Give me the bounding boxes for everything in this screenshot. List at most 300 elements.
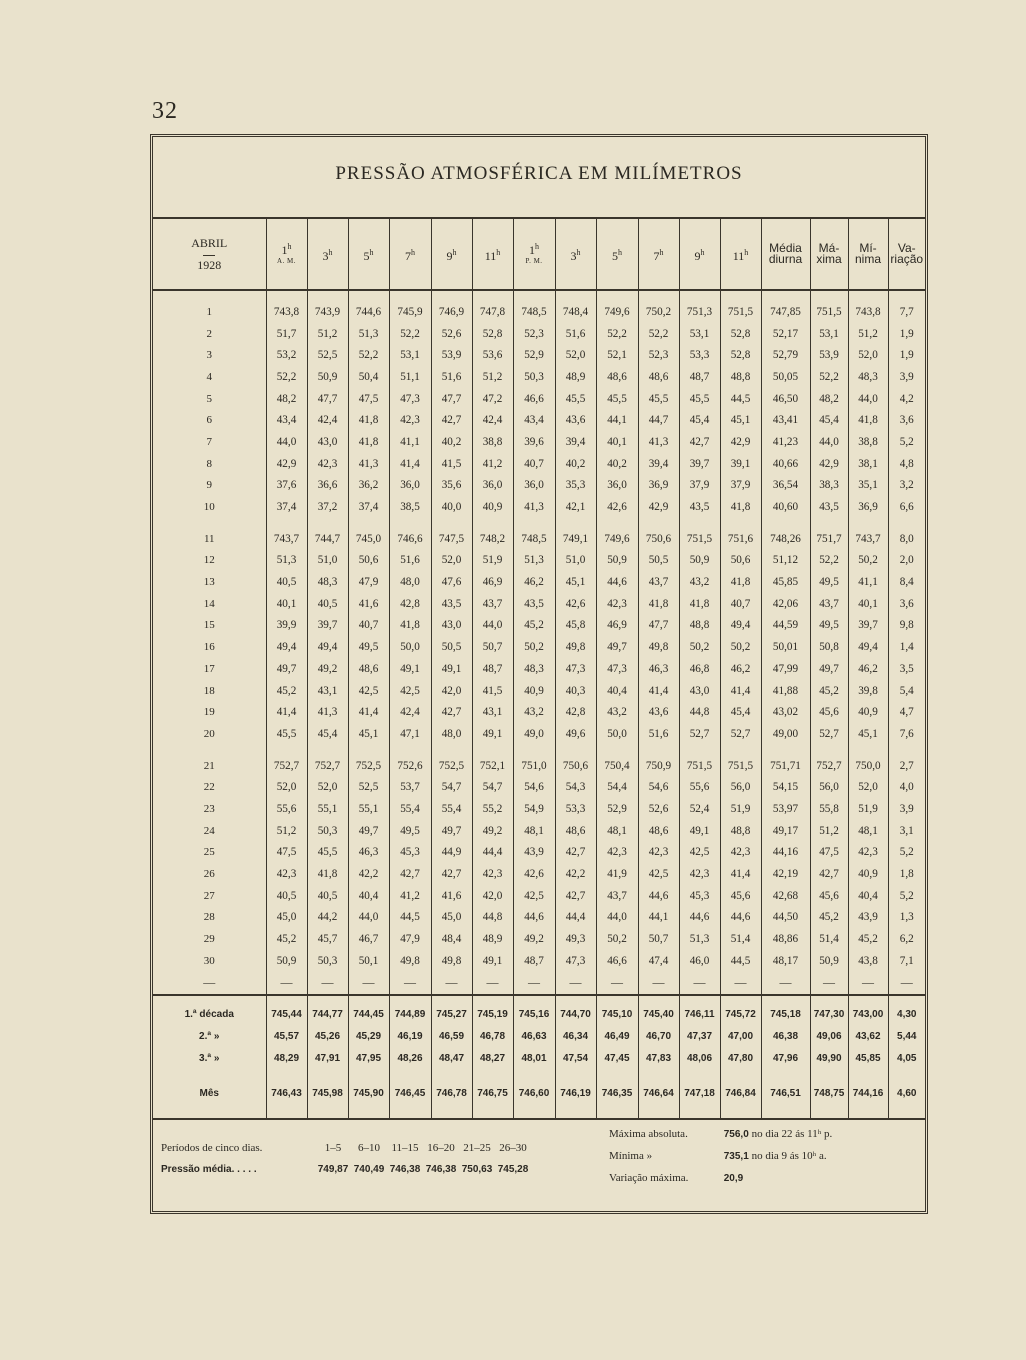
value-cell: 49,2 bbox=[307, 658, 348, 680]
value-cell: 51,6 bbox=[638, 723, 679, 745]
value-cell: 3,9 bbox=[888, 798, 925, 820]
decade-value: 48,47 bbox=[431, 1048, 472, 1070]
value-cell: 37,4 bbox=[266, 496, 307, 518]
value-cell: 746,9 bbox=[431, 290, 472, 323]
spacer-row bbox=[153, 745, 925, 755]
value-cell: 49,8 bbox=[555, 636, 596, 658]
value-cell: 745,9 bbox=[389, 290, 431, 323]
value-cell: 52,0 bbox=[848, 776, 888, 798]
value-cell: 42,4 bbox=[472, 409, 513, 431]
value-cell: 47,5 bbox=[810, 842, 848, 864]
spacer-cell bbox=[596, 745, 638, 755]
value-cell: 48,2 bbox=[810, 388, 848, 410]
value-cell: 51,9 bbox=[472, 550, 513, 572]
value-cell: 48,3 bbox=[513, 658, 555, 680]
value-cell: 752,7 bbox=[266, 755, 307, 777]
dash-cell: — bbox=[720, 972, 761, 995]
value-cell: 41,4 bbox=[266, 701, 307, 723]
table-row bbox=[153, 366, 925, 388]
value-cell: 45,5 bbox=[266, 723, 307, 745]
value-cell: 41,1 bbox=[848, 571, 888, 593]
value-cell: 42,4 bbox=[307, 409, 348, 431]
decade-value: 745,44 bbox=[266, 995, 307, 1026]
value-cell: 51,3 bbox=[513, 550, 555, 572]
decade-value: 46,59 bbox=[431, 1026, 472, 1048]
value-cell: 52,5 bbox=[348, 776, 389, 798]
table-row bbox=[153, 388, 925, 410]
value-cell: 40,5 bbox=[307, 593, 348, 615]
value-cell: 37,9 bbox=[720, 475, 761, 497]
table-row bbox=[153, 323, 925, 345]
value-cell: 48,6 bbox=[555, 820, 596, 842]
value-cell: 52,5 bbox=[307, 344, 348, 366]
value-cell: 47,3 bbox=[389, 388, 431, 410]
value-cell: 751,5 bbox=[679, 528, 720, 550]
value-cell: 42,7 bbox=[431, 409, 472, 431]
value-cell: 47,2 bbox=[472, 388, 513, 410]
period-range: 1–5 bbox=[324, 1142, 342, 1154]
value-cell: 41,8 bbox=[720, 496, 761, 518]
hour-number: 5 bbox=[612, 248, 618, 263]
value-cell: 47,99 bbox=[761, 658, 810, 680]
period-ranges-row bbox=[161, 1137, 527, 1159]
spacer-cell bbox=[596, 518, 638, 528]
value-cell: 36,6 bbox=[307, 475, 348, 497]
value-cell: 8,0 bbox=[888, 528, 925, 550]
value-cell: 4,7 bbox=[888, 701, 925, 723]
value-cell: 46,6 bbox=[596, 950, 638, 972]
value-cell: 45,6 bbox=[810, 701, 848, 723]
value-cell: 52,1 bbox=[596, 344, 638, 366]
period-range: 11–15 bbox=[391, 1142, 419, 1154]
value-cell: 49,1 bbox=[431, 658, 472, 680]
value-cell: 40,5 bbox=[307, 885, 348, 907]
hour-header bbox=[679, 219, 720, 290]
spacer-cell bbox=[638, 518, 679, 528]
table-row bbox=[153, 755, 925, 777]
value-cell: 42,7 bbox=[810, 863, 848, 885]
decade-value: 745,40 bbox=[638, 995, 679, 1026]
hour-number: 3 bbox=[570, 248, 577, 263]
value-cell: 36,0 bbox=[472, 475, 513, 497]
value-cell: 48,86 bbox=[761, 928, 810, 950]
value-cell: 54,6 bbox=[638, 776, 679, 798]
five-day-periods bbox=[161, 1137, 529, 1181]
value-cell: 41,4 bbox=[720, 863, 761, 885]
hour-suffix: h bbox=[328, 247, 333, 257]
decade-value: 47,54 bbox=[555, 1048, 596, 1070]
value-cell: 47,9 bbox=[389, 928, 431, 950]
value-cell: 5,4 bbox=[888, 680, 925, 702]
value-cell: 43,7 bbox=[472, 593, 513, 615]
value-cell: 52,7 bbox=[720, 723, 761, 745]
value-cell: 50,0 bbox=[389, 636, 431, 658]
value-cell: 52,17 bbox=[761, 323, 810, 345]
value-cell: 744,6 bbox=[348, 290, 389, 323]
value-cell: 44,7 bbox=[638, 409, 679, 431]
hour-suffix: h bbox=[287, 242, 292, 251]
value-cell: 45,8 bbox=[555, 615, 596, 637]
value-cell: 745,0 bbox=[348, 528, 389, 550]
hour-header bbox=[266, 219, 307, 290]
value-cell: 43,5 bbox=[513, 593, 555, 615]
decade-value: 745,19 bbox=[472, 995, 513, 1026]
table-row bbox=[153, 658, 925, 680]
value-cell: 40,4 bbox=[596, 680, 638, 702]
value-cell: 40,2 bbox=[431, 431, 472, 453]
spacer-cell bbox=[266, 518, 307, 528]
value-cell: 38,8 bbox=[848, 431, 888, 453]
value-cell: 45,2 bbox=[266, 680, 307, 702]
value-cell: 52,79 bbox=[761, 344, 810, 366]
table-row bbox=[153, 475, 925, 497]
value-cell: 49,3 bbox=[555, 928, 596, 950]
month-value: 746,43 bbox=[266, 1070, 307, 1119]
value-cell: 42,0 bbox=[431, 680, 472, 702]
decade-value: 47,83 bbox=[638, 1048, 679, 1070]
value-cell: 46,9 bbox=[596, 615, 638, 637]
table-row bbox=[153, 723, 925, 745]
hour-suffix: h bbox=[496, 247, 501, 257]
value-cell: 45,5 bbox=[555, 388, 596, 410]
value-cell: 47,7 bbox=[431, 388, 472, 410]
value-cell: 48,1 bbox=[596, 820, 638, 842]
dash-row bbox=[153, 972, 925, 995]
value-cell: 5,2 bbox=[888, 885, 925, 907]
value-cell: 37,6 bbox=[266, 475, 307, 497]
value-cell: 40,7 bbox=[720, 593, 761, 615]
value-cell: 42,1 bbox=[555, 496, 596, 518]
value-cell: 3,1 bbox=[888, 820, 925, 842]
value-cell: 50,5 bbox=[431, 636, 472, 658]
value-cell: 43,2 bbox=[596, 701, 638, 723]
decade-value: 5,44 bbox=[888, 1026, 925, 1048]
value-cell: 43,2 bbox=[513, 701, 555, 723]
decade-value: 45,26 bbox=[307, 1026, 348, 1048]
table-row bbox=[153, 776, 925, 798]
dash-cell: — bbox=[153, 972, 266, 995]
spacer-cell bbox=[266, 745, 307, 755]
decade-value: 49,90 bbox=[810, 1048, 848, 1070]
value-cell: 51,2 bbox=[472, 366, 513, 388]
decade-value: 46,34 bbox=[555, 1026, 596, 1048]
value-cell: 43,7 bbox=[638, 571, 679, 593]
value-cell: 45,1 bbox=[848, 723, 888, 745]
hour-suffix: h bbox=[700, 247, 705, 257]
table-row bbox=[153, 885, 925, 907]
value-cell: 49,4 bbox=[720, 615, 761, 637]
decade-value: 48,06 bbox=[679, 1048, 720, 1070]
decade-value: 43,62 bbox=[848, 1026, 888, 1048]
table-row bbox=[153, 907, 925, 929]
periods-label: Períodos de cinco dias. bbox=[161, 1142, 263, 1154]
mean-pressure-label: Pressão média. . . . . bbox=[161, 1164, 257, 1175]
value-cell: 47,6 bbox=[431, 571, 472, 593]
value-cell: 46,7 bbox=[348, 928, 389, 950]
value-cell: 50,8 bbox=[810, 636, 848, 658]
value-cell: 752,5 bbox=[348, 755, 389, 777]
value-cell: 41,5 bbox=[472, 680, 513, 702]
spacer-cell bbox=[810, 518, 848, 528]
value-cell: 52,6 bbox=[638, 798, 679, 820]
value-cell: 48,1 bbox=[848, 820, 888, 842]
absolute-min-row bbox=[609, 1145, 832, 1167]
value-cell: 47,1 bbox=[389, 723, 431, 745]
value-cell: 52,8 bbox=[472, 323, 513, 345]
hour-suffix: h bbox=[369, 247, 374, 257]
value-cell: 42,4 bbox=[389, 701, 431, 723]
table-row bbox=[153, 496, 925, 518]
decade-value: 45,85 bbox=[848, 1048, 888, 1070]
value-cell: 42,0 bbox=[472, 885, 513, 907]
value-cell: 752,7 bbox=[810, 755, 848, 777]
hour-header bbox=[596, 219, 638, 290]
decade-value: 45,29 bbox=[348, 1026, 389, 1048]
decade-value: 46,70 bbox=[638, 1026, 679, 1048]
table-row bbox=[153, 571, 925, 593]
spacer-cell bbox=[888, 745, 925, 755]
hour-number: 11 bbox=[732, 248, 745, 263]
value-cell: 40,5 bbox=[266, 885, 307, 907]
decade-value: 48,26 bbox=[389, 1048, 431, 1070]
extremes-block bbox=[609, 1123, 832, 1189]
value-cell: 49,2 bbox=[472, 820, 513, 842]
value-cell: 751,5 bbox=[720, 755, 761, 777]
value-cell: 53,3 bbox=[679, 344, 720, 366]
value-cell: 52,2 bbox=[266, 366, 307, 388]
day-number: 6 bbox=[206, 414, 212, 427]
spacer-cell bbox=[153, 518, 266, 528]
value-cell: 1,8 bbox=[888, 863, 925, 885]
value-cell: 41,4 bbox=[720, 680, 761, 702]
value-cell: 751,5 bbox=[810, 290, 848, 323]
value-cell: 1,4 bbox=[888, 636, 925, 658]
decade-value: 743,00 bbox=[848, 995, 888, 1026]
dash-cell: — bbox=[596, 972, 638, 995]
value-cell: 49,1 bbox=[389, 658, 431, 680]
value-cell: 52,4 bbox=[679, 798, 720, 820]
value-cell: 42,7 bbox=[389, 863, 431, 885]
value-cell: 46,2 bbox=[720, 658, 761, 680]
hour-header bbox=[638, 219, 679, 290]
decade-value: 47,80 bbox=[720, 1048, 761, 1070]
value-cell: 47,5 bbox=[348, 388, 389, 410]
value-cell: 44,0 bbox=[848, 388, 888, 410]
value-cell: 42,9 bbox=[266, 453, 307, 475]
value-cell: 48,3 bbox=[307, 571, 348, 593]
value-cell: 39,9 bbox=[266, 615, 307, 637]
table-row bbox=[153, 820, 925, 842]
value-cell: 54,9 bbox=[513, 798, 555, 820]
spacer-cell bbox=[307, 745, 348, 755]
decade-value: 744,45 bbox=[348, 995, 389, 1026]
dash-cell: — bbox=[513, 972, 555, 995]
value-cell: 45,2 bbox=[810, 680, 848, 702]
value-cell: 41,3 bbox=[638, 431, 679, 453]
value-cell: 42,9 bbox=[810, 453, 848, 475]
value-cell: 48,9 bbox=[555, 366, 596, 388]
value-cell: 3,5 bbox=[888, 658, 925, 680]
value-cell: 46,8 bbox=[679, 658, 720, 680]
value-cell: 50,9 bbox=[810, 950, 848, 972]
value-cell: 3,6 bbox=[888, 409, 925, 431]
day-number: 8 bbox=[206, 457, 212, 470]
value-cell: 52,2 bbox=[348, 344, 389, 366]
value-cell: 748,26 bbox=[761, 528, 810, 550]
value-cell: 44,1 bbox=[596, 409, 638, 431]
value-cell: 43,2 bbox=[679, 571, 720, 593]
value-cell: 35,3 bbox=[555, 475, 596, 497]
value-cell: 52,2 bbox=[596, 323, 638, 345]
table-row bbox=[153, 409, 925, 431]
dash-cell: — bbox=[810, 972, 848, 995]
value-cell: 53,7 bbox=[389, 776, 431, 798]
value-cell: 51,6 bbox=[389, 550, 431, 572]
value-cell: 55,1 bbox=[348, 798, 389, 820]
month-value: 746,19 bbox=[555, 1070, 596, 1119]
value-cell: 44,5 bbox=[720, 388, 761, 410]
value-cell: 52,3 bbox=[638, 344, 679, 366]
hour-header bbox=[307, 219, 348, 290]
value-cell: 43,7 bbox=[596, 885, 638, 907]
value-cell: 44,0 bbox=[596, 907, 638, 929]
value-cell: 751,0 bbox=[513, 755, 555, 777]
value-cell: 37,9 bbox=[679, 475, 720, 497]
variation-header bbox=[888, 219, 925, 290]
value-cell: 46,3 bbox=[348, 842, 389, 864]
variation-value: 20,9 bbox=[723, 1173, 744, 1184]
value-cell: 39,1 bbox=[720, 453, 761, 475]
value-cell: 747,85 bbox=[761, 290, 810, 323]
decade-value: 47,37 bbox=[679, 1026, 720, 1048]
value-cell: 41,1 bbox=[389, 431, 431, 453]
value-cell: 42,5 bbox=[348, 680, 389, 702]
variation-header-line2: riação bbox=[890, 252, 924, 266]
value-cell: 50,2 bbox=[679, 636, 720, 658]
value-cell: 45,3 bbox=[679, 885, 720, 907]
day-number: 11 bbox=[203, 532, 215, 545]
value-cell: 9,8 bbox=[888, 615, 925, 637]
value-cell: 38,5 bbox=[389, 496, 431, 518]
value-cell: 44,50 bbox=[761, 907, 810, 929]
value-cell: 52,9 bbox=[596, 798, 638, 820]
month-value: 744,16 bbox=[848, 1070, 888, 1119]
value-cell: 8,4 bbox=[888, 571, 925, 593]
value-cell: 749,6 bbox=[596, 290, 638, 323]
value-cell: 51,9 bbox=[720, 798, 761, 820]
value-cell: 42,3 bbox=[638, 842, 679, 864]
value-cell: 42,3 bbox=[472, 863, 513, 885]
hour-suffix: h bbox=[452, 247, 457, 257]
meridiem-label: A. M. bbox=[276, 257, 297, 265]
value-cell: 1,9 bbox=[888, 344, 925, 366]
day-number: 19 bbox=[203, 706, 215, 719]
value-cell: 44,0 bbox=[810, 431, 848, 453]
variation-header-line1: Va- bbox=[897, 241, 916, 255]
month-value: 745,98 bbox=[307, 1070, 348, 1119]
value-cell: 50,3 bbox=[307, 820, 348, 842]
value-cell: 42,6 bbox=[555, 593, 596, 615]
value-cell: 45,6 bbox=[720, 885, 761, 907]
value-cell: 55,6 bbox=[266, 798, 307, 820]
spacer-cell bbox=[888, 518, 925, 528]
value-cell: 51,3 bbox=[266, 550, 307, 572]
value-cell: 53,9 bbox=[810, 344, 848, 366]
value-cell: 40,9 bbox=[513, 680, 555, 702]
value-cell: 45,6 bbox=[810, 885, 848, 907]
value-cell: 38,3 bbox=[810, 475, 848, 497]
day-number: 13 bbox=[203, 576, 215, 589]
value-cell: 41,3 bbox=[348, 453, 389, 475]
value-cell: 42,5 bbox=[389, 680, 431, 702]
hour-number: 9 bbox=[446, 248, 453, 263]
decade-value: 747,30 bbox=[810, 995, 848, 1026]
value-cell: 748,4 bbox=[555, 290, 596, 323]
value-cell: 750,6 bbox=[638, 528, 679, 550]
value-cell: 750,2 bbox=[638, 290, 679, 323]
value-cell: 42,2 bbox=[555, 863, 596, 885]
value-cell: 49,0 bbox=[513, 723, 555, 745]
value-cell: 50,3 bbox=[513, 366, 555, 388]
value-cell: 45,5 bbox=[638, 388, 679, 410]
month-value: 746,84 bbox=[720, 1070, 761, 1119]
value-cell: 750,9 bbox=[638, 755, 679, 777]
value-cell: 45,2 bbox=[810, 907, 848, 929]
value-cell: 36,54 bbox=[761, 475, 810, 497]
value-cell: 51,6 bbox=[431, 366, 472, 388]
value-cell: 48,6 bbox=[638, 820, 679, 842]
value-cell: 42,3 bbox=[720, 842, 761, 864]
hour-number: 7 bbox=[405, 248, 411, 263]
decade-value: 47,00 bbox=[720, 1026, 761, 1048]
value-cell: 40,7 bbox=[348, 615, 389, 637]
value-cell: 49,7 bbox=[810, 658, 848, 680]
month-value: 745,90 bbox=[348, 1070, 389, 1119]
value-cell: 41,4 bbox=[389, 453, 431, 475]
spacer-cell bbox=[307, 518, 348, 528]
page-number: 32 bbox=[152, 98, 178, 124]
spacer-cell bbox=[348, 518, 389, 528]
value-cell: 54,7 bbox=[472, 776, 513, 798]
value-cell: 1,3 bbox=[888, 907, 925, 929]
value-cell: 52,0 bbox=[431, 550, 472, 572]
day-number: 28 bbox=[203, 911, 215, 924]
value-cell: 49,1 bbox=[472, 950, 513, 972]
value-cell: 49,6 bbox=[555, 723, 596, 745]
value-cell: 51,0 bbox=[307, 550, 348, 572]
value-cell: 7,6 bbox=[888, 723, 925, 745]
value-cell: 43,9 bbox=[848, 907, 888, 929]
value-cell: 41,2 bbox=[389, 885, 431, 907]
value-cell: 44,5 bbox=[389, 907, 431, 929]
period-range: 26–30 bbox=[499, 1142, 527, 1154]
period-mean: 746,38 bbox=[425, 1164, 457, 1175]
value-cell: 42,7 bbox=[431, 701, 472, 723]
value-cell: 48,0 bbox=[389, 571, 431, 593]
value-cell: 49,7 bbox=[266, 658, 307, 680]
value-cell: 48,6 bbox=[596, 366, 638, 388]
value-cell: 52,2 bbox=[810, 550, 848, 572]
value-cell: 40,9 bbox=[848, 863, 888, 885]
value-cell: 53,2 bbox=[266, 344, 307, 366]
decade-value: 745,16 bbox=[513, 995, 555, 1026]
spacer-cell bbox=[513, 518, 555, 528]
spacer-cell bbox=[389, 518, 431, 528]
value-cell: 51,3 bbox=[348, 323, 389, 345]
table-row bbox=[153, 344, 925, 366]
value-cell: 49,1 bbox=[472, 723, 513, 745]
value-cell: 4,0 bbox=[888, 776, 925, 798]
